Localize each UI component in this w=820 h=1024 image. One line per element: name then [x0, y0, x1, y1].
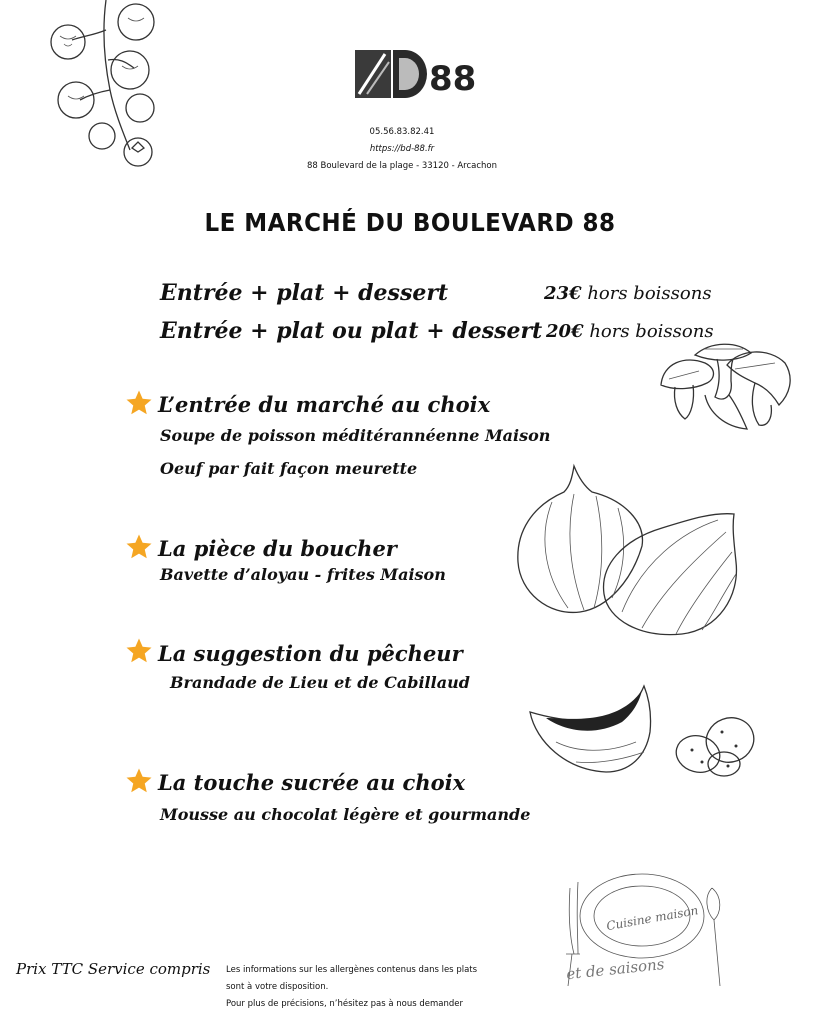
formula-2-note: hors boissons: [589, 321, 714, 342]
formula-1-price: [544, 283, 712, 304]
potato-illustration: [672, 712, 760, 780]
section-title-entree: L’entrée du marché au choix: [158, 392, 491, 417]
menu-item: Brandade de Lieu et de Cabillaud: [170, 673, 470, 692]
formula-2-amount: 20€: [546, 321, 584, 342]
allergen-line-2: sont à votre disposition.: [226, 982, 329, 992]
formula-2-label: Entrée + plat ou plat + dessert: [160, 318, 543, 344]
plate-text-2: et de saisons: [565, 954, 666, 984]
plate-illustration: [556, 868, 736, 992]
tomato-illustration: [44, 0, 164, 178]
allergen-line-3: Pour plus de précisions, n’hésitez pas à nous demander: [226, 999, 463, 1009]
onion-illustration: [512, 462, 744, 650]
brand-logo: [355, 46, 477, 102]
menu-item: Bavette d’aloyau - frites Maison: [160, 565, 446, 584]
page-title: LE MARCHÉ DU BOULEVARD 88: [204, 208, 616, 237]
star-icon: [124, 766, 154, 796]
phone-number: 05.56.83.82.41: [369, 127, 435, 137]
service-note: Prix TTC Service compris: [16, 960, 211, 978]
menu-item: Mousse au chocolat légère et gourmande: [160, 805, 531, 824]
section-title-dessert: La touche sucrée au choix: [158, 770, 466, 795]
plate-text-1: Cuisine maison: [605, 903, 700, 934]
svg-text:88: 88: [429, 59, 477, 99]
section-title-pecheur: La suggestion du pêcheur: [158, 641, 463, 666]
menu-item: Oeuf par fait façon meurette: [160, 459, 418, 478]
contact-block: [262, 124, 542, 175]
mushroom-illustration: [655, 335, 795, 440]
pumpkin-illustration: [526, 682, 656, 777]
menu-item: Soupe de poisson méditérannéenne Maison: [160, 426, 551, 445]
formula-1-amount: 23€: [544, 283, 582, 304]
section-title-boucher: La pièce du boucher: [158, 536, 397, 561]
star-icon: [124, 532, 154, 562]
formula-1-label: Entrée + plat + dessert: [160, 280, 449, 306]
star-icon: [124, 636, 154, 666]
allergen-note: [226, 962, 486, 1013]
allergen-line-1: Les informations sur les allergènes contenus dans les plats: [226, 965, 478, 975]
address: 88 Boulevard de la plage - 33120 - Arcachon: [306, 161, 498, 171]
website-link[interactable]: https://bd-88.fr: [369, 144, 435, 154]
formula-1-note: hors boissons: [587, 283, 712, 304]
star-icon: [124, 388, 154, 418]
